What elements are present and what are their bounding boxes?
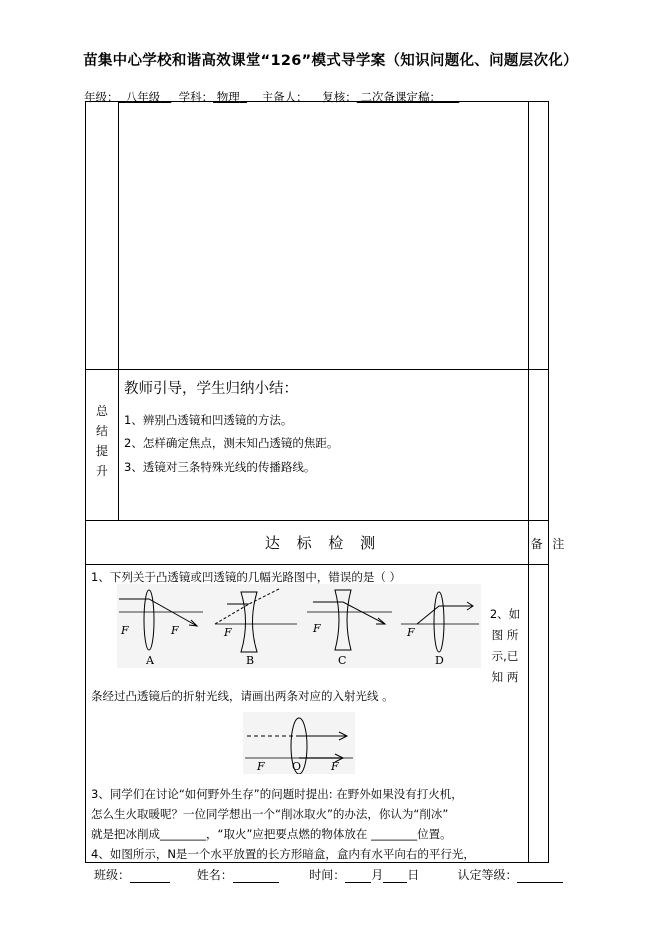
summary-side-char: 总 bbox=[95, 404, 108, 418]
focus-label-left: F bbox=[257, 760, 265, 773]
month-label: 月 bbox=[371, 868, 384, 882]
footer-line bbox=[94, 866, 563, 883]
summary-side-char: 提 bbox=[95, 444, 108, 458]
question-2-text: 条经过凸透镜后的折射光线，请画出两条对应的入射光线 。 bbox=[91, 689, 394, 703]
focus-label-b: F bbox=[224, 626, 232, 639]
row-divider-summary bbox=[85, 369, 549, 370]
convex-lens-diagram bbox=[243, 712, 355, 774]
time-label: 时间： bbox=[309, 868, 346, 882]
preparer-label: 主备人： bbox=[261, 90, 308, 104]
level-label: 认定等级： bbox=[457, 868, 518, 882]
question-2-side-text: 示,已 bbox=[491, 649, 519, 663]
grade-label: 年级： bbox=[84, 90, 119, 104]
summary-heading: 教师引导，学生归纳小结： bbox=[124, 381, 298, 397]
question-3-line: 3、同学们在讨论“如何野外生存”的问题时提出: 在野外如果没有打火机， bbox=[91, 787, 463, 801]
subject-label: 学科： bbox=[178, 90, 214, 104]
question-2-side-text: 图 所 bbox=[491, 628, 519, 642]
day-blank bbox=[383, 870, 407, 883]
focus-label-c: F bbox=[313, 622, 321, 635]
focus-label-a: F bbox=[121, 624, 129, 637]
question-4-line: 4、如图所示，N是一个水平放置的长方形暗盒，盒内有水平向右的平行光， bbox=[91, 847, 475, 861]
option-label-d: D bbox=[435, 654, 444, 667]
option-label-a: A bbox=[146, 654, 154, 667]
option-label-b: B bbox=[246, 654, 255, 667]
name-blank bbox=[233, 870, 279, 883]
summary-item: 2、怎样确定焦点，测未知凸透镜的焦距。 bbox=[124, 436, 339, 450]
question-2-side-text: 知 两 bbox=[491, 670, 519, 684]
center-label: O bbox=[292, 760, 302, 773]
focus-label-d: F bbox=[407, 626, 415, 639]
remark-column-header: 备 注 bbox=[530, 537, 568, 551]
row-divider-test-title bbox=[85, 520, 549, 521]
subject-value: 物理 bbox=[216, 90, 240, 104]
page-title: 苗集中心学校和谐高效课堂“126”模式导学案（知识问题化、问题层次化） bbox=[83, 53, 578, 69]
question-1-text: 1、下列关于凸透镜或凹透镜的几幅光路图中，错误的是（ ） bbox=[91, 570, 401, 584]
month-blank bbox=[345, 870, 371, 883]
class-blank bbox=[130, 870, 170, 883]
summary-side-char: 结 bbox=[95, 424, 108, 438]
focus-label-right: F bbox=[331, 760, 339, 773]
option-label-c: C bbox=[338, 654, 347, 667]
review-label: 复核： bbox=[322, 90, 357, 104]
level-blank bbox=[517, 870, 563, 883]
grade-value: 八年级 bbox=[125, 90, 161, 104]
summary-item: 1、辨别凸透镜和凹透镜的方法。 bbox=[124, 413, 293, 427]
question-3-line: 就是把冰削成________，“取火”应把要点燃的物体放在 ________位置。 bbox=[91, 827, 452, 841]
class-label: 班级： bbox=[94, 868, 131, 882]
name-label: 姓名： bbox=[196, 868, 233, 882]
column-divider-right bbox=[528, 101, 529, 863]
summary-item: 3、透镜对三条特殊光线的传播路线。 bbox=[124, 460, 316, 474]
question-2-side-text: 2、如 bbox=[489, 607, 521, 621]
column-divider-left bbox=[118, 101, 119, 520]
question-3-line: 怎么生火取暖呢？一位同学想出一个“削冰取火”的办法，你认为“削冰” bbox=[91, 807, 449, 821]
review-value: 二次备课定稿： bbox=[360, 90, 441, 104]
lens-diagrams-figure bbox=[117, 584, 481, 668]
summary-side-char: 升 bbox=[95, 464, 108, 478]
day-label: 日 bbox=[407, 868, 420, 882]
test-section-title: 达 标 检 测 bbox=[264, 534, 382, 552]
row-divider-test-body bbox=[85, 564, 549, 565]
focus-label-a2: F bbox=[171, 624, 179, 637]
